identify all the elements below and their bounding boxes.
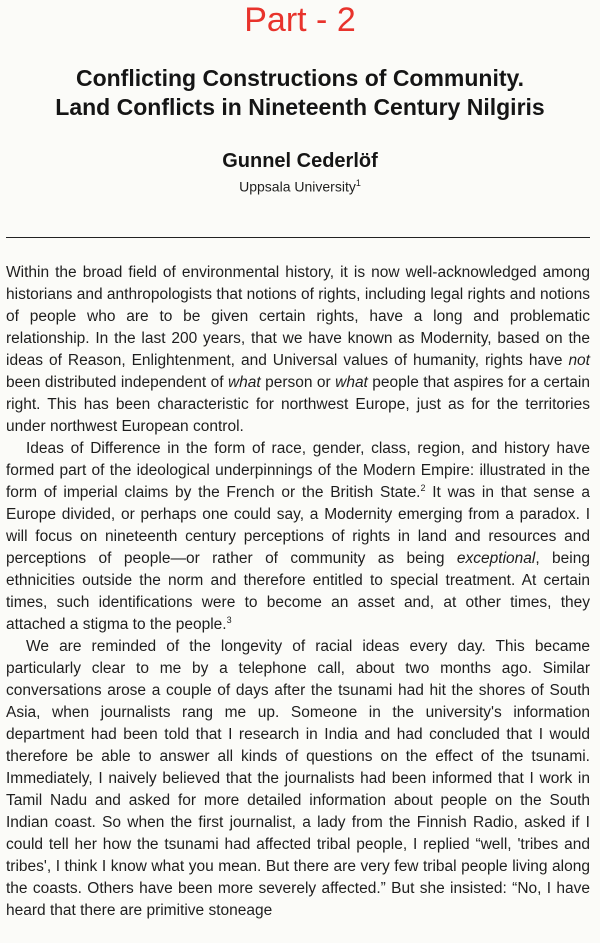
paragraph-2-text-a: Ideas of Difference in the form of race, gender, class, region, and history have formed part of the ideological underpinnings of the Modern Empire: illustrated in the form of imperial claims by the French or the British State. [6,440,590,501]
author-name: Gunnel Cederlöf [222,150,378,172]
affiliation-text: Uppsala University [239,178,356,195]
paragraph-1 [6,262,590,438]
paragraph-1-emphasis-c: what [335,374,368,391]
header-divider [6,237,590,238]
paragraph-1-emphasis-b: what [227,374,261,391]
footnote-marker-1: 1 [355,178,361,188]
article-header [0,64,600,196]
part-banner: Part - 2 [244,1,356,39]
author-affiliation [0,174,600,196]
paragraph-2-emphasis: exceptional [456,550,536,567]
paragraph-1-text-b: been distributed independent of [6,374,228,391]
footnote-marker-2: 2 [420,482,426,493]
article-body [6,262,590,922]
paragraph-2-text-b: It was in that sense a Europe divided, or perhaps one could say, a Modernity emerging from a paradox. I will focus on nineteenth century perceptions of rights in land and resources and perceptions of people—or rather of community as being [6,484,590,567]
paragraph-3 [6,636,590,922]
article-title-line-2: Land Conflicts in Nineteenth Century Nilgiris [55,94,545,120]
paragraph-1-text-d: people that aspires for a certain right. This has been characteristic for northwest Europe, just as for the territories under northwest European control. [6,374,590,435]
paragraph-1-emphasis-a: not [568,352,590,369]
paragraph-1-text-c: person or [260,374,336,391]
paragraph-2 [6,438,590,636]
footnote-marker-3: 3 [226,614,232,625]
article-title-line-1: Conflicting Constructions of Community. [75,65,525,91]
paragraph-3-text: We are reminded of the longevity of racial ideas every day. This became particularly clear to me by a telephone call, about two months ago. Similar conversations arose a couple of days after the tsunami had hit the shores of South Asia, when journalists rang me up. Someone in the university's information department had been told that I research in India and had concluded that I would therefore be able to answer all kinds of questions on the effect of the tsunami. Immediately, I naively believed that the journalists had been informed that I work in Tamil Nadu and asked for more detailed information about people on the South Indian coast. So when the first journalist, a lady from the Finnish Radio, asked if I could tell her how the tsunami had affected tribal people, I replied “well, 'tribes and tribes', I think I know what you mean. But there are very few tribal people living along the coasts. Others have been more severely affected.” But she insisted: “No, I have heard that there are primitive stoneage [6,638,590,919]
paragraph-1-text-a: Within the broad field of environmental history, it is now well-acknowledged among historians and anthropologists that notions of rights, including legal rights and notions of people who are to be given certain rights, have a long and problematic relationship. In the last 200 years, that we have known as Modernity, based on the ideas of Reason, Enlightenment, and Universal values of humanity, rights have [6,264,590,369]
paragraph-2-text-c: , being ethnicities outside the norm and therefore entitled to special treatment. At certain times, such identifications were to become an asset and, at other times, they attached a stigma to the people. [6,550,590,633]
